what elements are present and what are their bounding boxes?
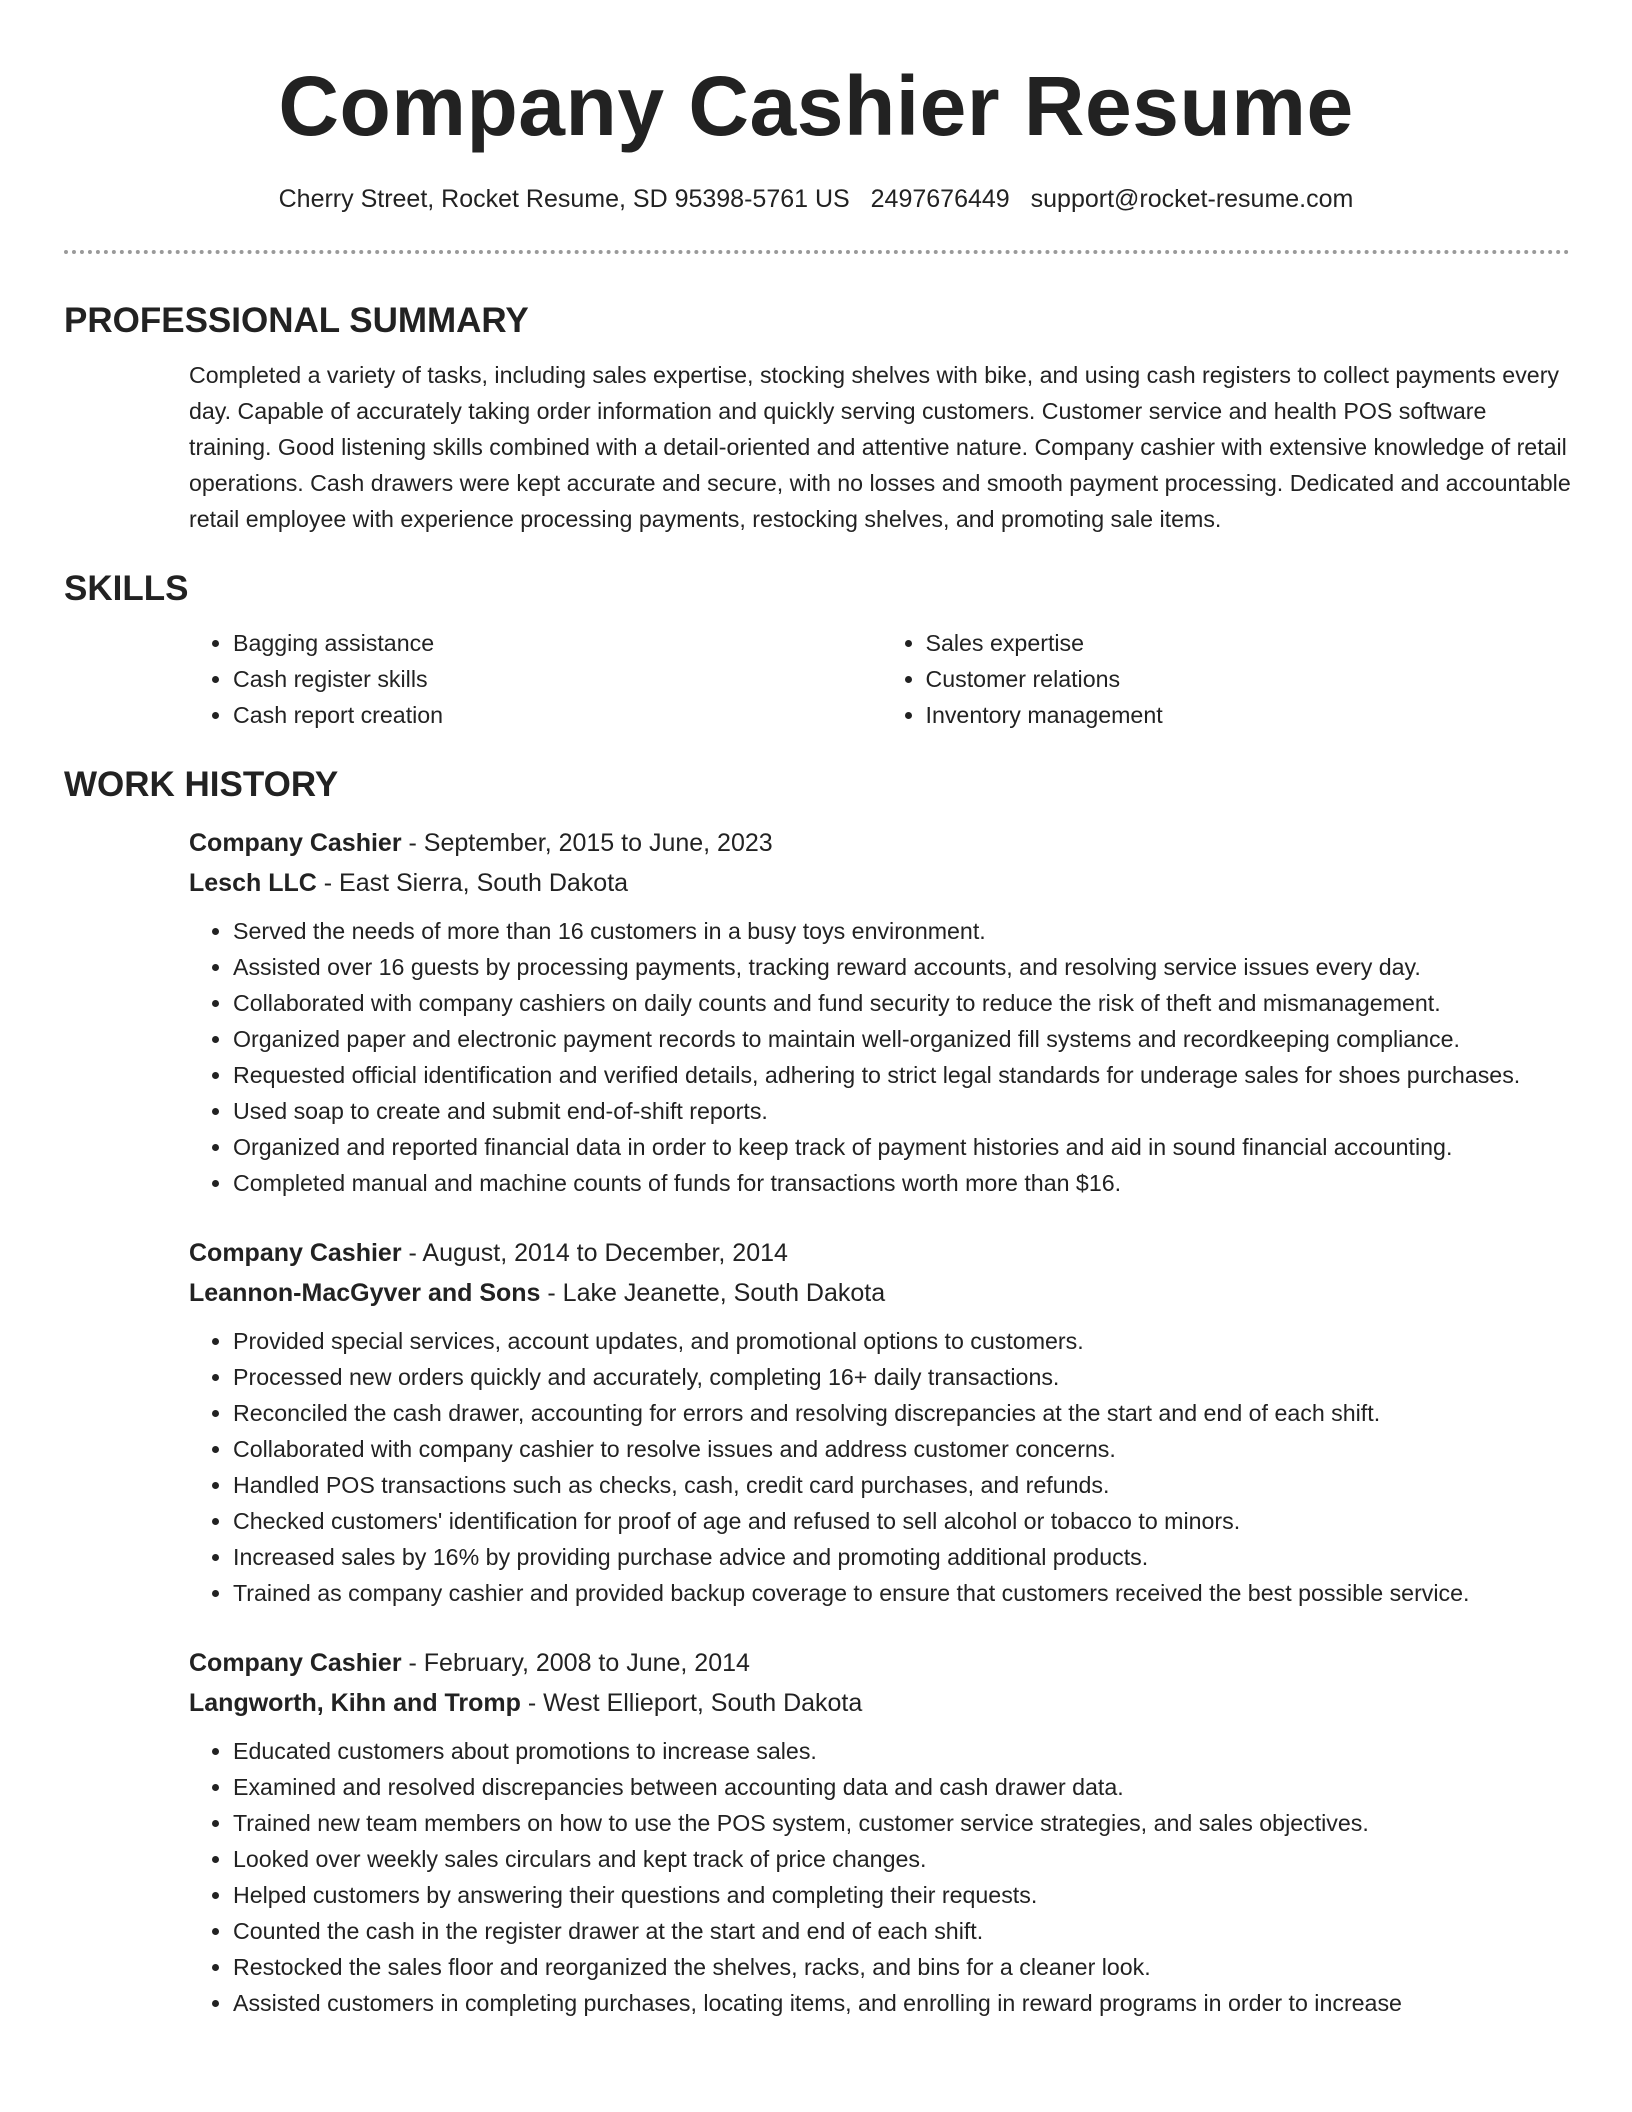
job-location: - Lake Jeanette, South Dakota — [540, 1279, 886, 1307]
job-dates: - August, 2014 to December, 2014 — [401, 1239, 788, 1267]
job-bullet: • Completed manual and machine counts of funds for transactions worth more than $16. — [233, 1165, 1574, 1201]
job-company-line — [189, 1273, 1574, 1313]
contact-address: Cherry Street, Rocket Resume, SD 95398-5761 US — [278, 185, 850, 213]
skill-item: • Sales expertise — [926, 625, 1575, 661]
summary-text: Completed a variety of tasks, including sales expertise, stocking shelves with bike, and using cash registers to collect payments every day. Capable of accurately taking order information and quickly serving customers. Customer service and health POS software training. Good listening skills combined with a detail-oriented and attentive nature. Company cashier with extensive knowledge of retail operations. Cash drawers were kept accurate and secure, with no losses and smooth payment processing. Dedicated and accountable retail employee with experience processing payments, restocking shelves, and promoting sale items. — [189, 362, 1571, 532]
job-location: - West Ellieport, South Dakota — [520, 1689, 863, 1717]
job-dates: - February, 2008 to June, 2014 — [401, 1649, 750, 1677]
resume-title: Company Cashier Resume — [278, 59, 1354, 153]
resume-content — [64, 295, 1574, 2021]
skill-item: • Bagging assistance — [233, 625, 882, 661]
job-bullet: • Increased sales by 16% by providing purchase advice and promoting additional products. — [233, 1539, 1574, 1575]
skills-column-right — [882, 625, 1575, 733]
job-bullet: • Counted the cash in the register drawer at the start and end of each shift. — [233, 1913, 1574, 1949]
job-bullet: • Educated customers about promotions to increase sales. — [233, 1733, 1574, 1769]
job-title-line — [189, 1643, 1574, 1683]
job-bullet: • Processed new orders quickly and accurately, completing 16+ daily transactions. — [233, 1359, 1574, 1395]
job-bullets — [189, 913, 1574, 1201]
job-bullet: • Trained new team members on how to use the POS system, customer service strategies, and sales objectives. — [233, 1805, 1574, 1841]
skill-item: • Customer relations — [926, 661, 1575, 697]
professional-summary-section — [64, 295, 1574, 537]
job-company-line — [189, 1683, 1574, 1723]
job-bullet: • Organized paper and electronic payment records to maintain well-organized fill systems and recordkeeping compliance. — [233, 1021, 1574, 1057]
job-bullet: • Collaborated with company cashiers on daily counts and fund security to reduce the risk of theft and mismanagement. — [233, 985, 1574, 1021]
job-role: Company Cashier — [189, 1239, 402, 1267]
job-bullet: • Reconciled the cash drawer, accounting for errors and resolving discrepancies at the start and end of each shift. — [233, 1395, 1574, 1431]
job-location: - East Sierra, South Dakota — [316, 869, 629, 897]
job-bullet: • Helped customers by answering their questions and completing their requests. — [233, 1877, 1574, 1913]
job-bullet: • Organized and reported financial data in order to keep track of payment histories and aid in sound financial accounting. — [233, 1129, 1574, 1165]
job-bullet: • Assisted customers in completing purchases, locating items, and enrolling in reward programs in order to increase — [233, 1985, 1574, 2021]
job-bullets — [189, 1323, 1574, 1611]
skill-item: • Cash register skills — [233, 661, 882, 697]
section-title-work: WORK HISTORY — [64, 765, 339, 804]
skills-grid — [189, 625, 1574, 733]
job-entry — [189, 823, 1574, 1201]
job-company: Lesch LLC — [189, 869, 317, 897]
skill-item: • Cash report creation — [233, 697, 882, 733]
section-title-skills: SKILLS — [64, 569, 189, 608]
header-divider — [64, 250, 1570, 254]
resume-header — [0, 0, 1632, 216]
skills-section — [64, 563, 1574, 733]
job-title-line — [189, 1233, 1574, 1273]
work-history-section — [64, 759, 1574, 2021]
job-dates: - September, 2015 to June, 2023 — [401, 829, 773, 857]
job-entry — [189, 1643, 1574, 2021]
job-bullet: • Handled POS transactions such as checks, cash, credit card purchases, and refunds. — [233, 1467, 1574, 1503]
contact-phone: 2497676449 — [870, 185, 1010, 213]
job-company: Langworth, Kihn and Tromp — [189, 1689, 521, 1717]
job-company-line — [189, 863, 1574, 903]
job-role: Company Cashier — [189, 1649, 402, 1677]
job-company: Leannon-MacGyver and Sons — [189, 1279, 541, 1307]
job-bullet: • Provided special services, account updates, and promotional options to customers. — [233, 1323, 1574, 1359]
skill-item: • Inventory management — [926, 697, 1575, 733]
skills-column-left — [189, 625, 882, 733]
job-title-line — [189, 823, 1574, 863]
job-bullet: • Used soap to create and submit end-of-shift reports. — [233, 1093, 1574, 1129]
job-role: Company Cashier — [189, 829, 402, 857]
job-bullet: • Assisted over 16 guests by processing payments, tracking reward accounts, and resolving service issues every day. — [233, 949, 1574, 985]
job-bullet: • Checked customers' identification for proof of age and refused to sell alcohol or tobacco to minors. — [233, 1503, 1574, 1539]
section-title-summary: PROFESSIONAL SUMMARY — [64, 301, 529, 340]
job-bullet: • Served the needs of more than 16 customers in a busy toys environment. — [233, 913, 1574, 949]
job-bullet: • Collaborated with company cashier to resolve issues and address customer concerns. — [233, 1431, 1574, 1467]
contact-line — [0, 182, 1632, 216]
job-bullets — [189, 1733, 1574, 2021]
job-bullet: • Looked over weekly sales circulars and kept track of price changes. — [233, 1841, 1574, 1877]
job-entry — [189, 1233, 1574, 1611]
job-bullet: • Examined and resolved discrepancies between accounting data and cash drawer data. — [233, 1769, 1574, 1805]
job-bullet: • Requested official identification and verified details, adhering to strict legal standards for underage sales for shoes purchases. — [233, 1057, 1574, 1093]
contact-email: support@rocket-resume.com — [1030, 185, 1354, 213]
job-bullet: • Trained as company cashier and provided backup coverage to ensure that customers received the best possible service. — [233, 1575, 1574, 1611]
job-bullet: • Restocked the sales floor and reorganized the shelves, racks, and bins for a cleaner look. — [233, 1949, 1574, 1985]
